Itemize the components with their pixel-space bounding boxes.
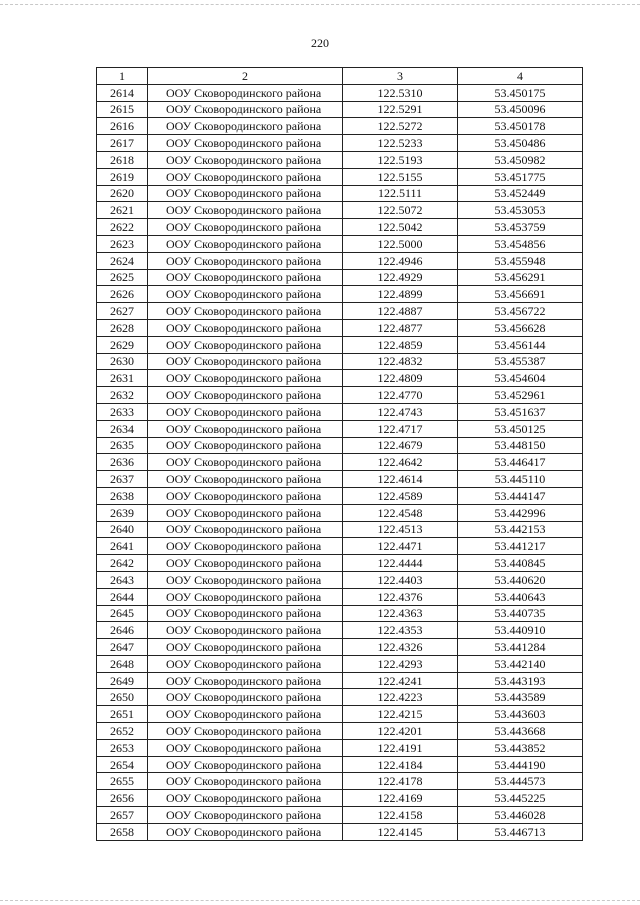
latitude-value: 53.441284 <box>458 639 583 656</box>
row-number: 2656 <box>97 790 148 807</box>
latitude-value: 53.450178 <box>458 118 583 135</box>
organization-name: ООУ Сковородинского района <box>148 252 343 269</box>
longitude-value: 122.4832 <box>343 353 458 370</box>
longitude-value: 122.4326 <box>343 639 458 656</box>
organization-name: ООУ Сковородинского района <box>148 756 343 773</box>
organization-name: ООУ Сковородинского района <box>148 319 343 336</box>
longitude-value: 122.5111 <box>343 185 458 202</box>
latitude-value: 53.454604 <box>458 370 583 387</box>
table-row <box>97 807 583 824</box>
latitude-value: 53.443193 <box>458 672 583 689</box>
organization-name: ООУ Сковородинского района <box>148 471 343 488</box>
table-row <box>97 370 583 387</box>
organization-name: ООУ Сковородинского района <box>148 219 343 236</box>
longitude-value: 122.4201 <box>343 723 458 740</box>
row-number: 2627 <box>97 303 148 320</box>
table-row <box>97 555 583 572</box>
latitude-value: 53.451775 <box>458 168 583 185</box>
longitude-value: 122.5072 <box>343 202 458 219</box>
organization-name: ООУ Сковородинского района <box>148 454 343 471</box>
latitude-value: 53.444147 <box>458 487 583 504</box>
row-number: 2626 <box>97 286 148 303</box>
row-number: 2617 <box>97 135 148 152</box>
table-row <box>97 286 583 303</box>
table-row <box>97 151 583 168</box>
longitude-value: 122.4743 <box>343 403 458 420</box>
longitude-value: 122.4548 <box>343 504 458 521</box>
organization-name: ООУ Сковородинского района <box>148 739 343 756</box>
longitude-value: 122.4887 <box>343 303 458 320</box>
latitude-value: 53.440735 <box>458 605 583 622</box>
latitude-value: 53.456628 <box>458 319 583 336</box>
latitude-value: 53.456144 <box>458 336 583 353</box>
latitude-value: 53.450125 <box>458 420 583 437</box>
header-col-2: 2 <box>148 68 343 85</box>
row-number: 2650 <box>97 689 148 706</box>
longitude-value: 122.4877 <box>343 319 458 336</box>
header-col-3: 3 <box>343 68 458 85</box>
longitude-value: 122.4191 <box>343 739 458 756</box>
longitude-value: 122.4614 <box>343 471 458 488</box>
longitude-value: 122.4770 <box>343 387 458 404</box>
table-row <box>97 437 583 454</box>
table-row <box>97 723 583 740</box>
longitude-value: 122.4946 <box>343 252 458 269</box>
table-row <box>97 101 583 118</box>
table-row <box>97 487 583 504</box>
latitude-value: 53.441217 <box>458 538 583 555</box>
organization-name: ООУ Сковородинского района <box>148 639 343 656</box>
organization-name: ООУ Сковородинского района <box>148 286 343 303</box>
table-row <box>97 689 583 706</box>
organization-name: ООУ Сковородинского района <box>148 269 343 286</box>
longitude-value: 122.5310 <box>343 84 458 101</box>
table-row <box>97 118 583 135</box>
table-row <box>97 336 583 353</box>
table-row <box>97 202 583 219</box>
row-number: 2654 <box>97 756 148 773</box>
table-row <box>97 403 583 420</box>
longitude-value: 122.4809 <box>343 370 458 387</box>
longitude-value: 122.4513 <box>343 521 458 538</box>
organization-name: ООУ Сковородинского района <box>148 437 343 454</box>
longitude-value: 122.4145 <box>343 823 458 840</box>
longitude-value: 122.4215 <box>343 706 458 723</box>
latitude-value: 53.450486 <box>458 135 583 152</box>
organization-name: ООУ Сковородинского района <box>148 151 343 168</box>
latitude-value: 53.453053 <box>458 202 583 219</box>
table-row <box>97 420 583 437</box>
table-row <box>97 387 583 404</box>
latitude-value: 53.456722 <box>458 303 583 320</box>
organization-name: ООУ Сковородинского района <box>148 84 343 101</box>
longitude-value: 122.4859 <box>343 336 458 353</box>
longitude-value: 122.4679 <box>343 437 458 454</box>
header-col-4: 4 <box>458 68 583 85</box>
organization-name: ООУ Сковородинского района <box>148 504 343 521</box>
table-row <box>97 235 583 252</box>
organization-name: ООУ Сковородинского района <box>148 168 343 185</box>
latitude-value: 53.440910 <box>458 622 583 639</box>
row-number: 2618 <box>97 151 148 168</box>
latitude-value: 53.453759 <box>458 219 583 236</box>
table-row <box>97 672 583 689</box>
row-number: 2653 <box>97 739 148 756</box>
row-number: 2648 <box>97 655 148 672</box>
organization-name: ООУ Сковородинского района <box>148 571 343 588</box>
longitude-value: 122.4353 <box>343 622 458 639</box>
table-row <box>97 739 583 756</box>
longitude-value: 122.4899 <box>343 286 458 303</box>
table-row <box>97 471 583 488</box>
header-col-1: 1 <box>97 68 148 85</box>
table-row <box>97 252 583 269</box>
organization-name: ООУ Сковородинского района <box>148 420 343 437</box>
organization-name: ООУ Сковородинского района <box>148 336 343 353</box>
organization-name: ООУ Сковородинского района <box>148 370 343 387</box>
table-row <box>97 756 583 773</box>
table-row <box>97 84 583 101</box>
table-row <box>97 823 583 840</box>
row-number: 2628 <box>97 319 148 336</box>
row-number: 2621 <box>97 202 148 219</box>
organization-name: ООУ Сковородинского района <box>148 118 343 135</box>
row-number: 2639 <box>97 504 148 521</box>
row-number: 2631 <box>97 370 148 387</box>
latitude-value: 53.440620 <box>458 571 583 588</box>
row-number: 2623 <box>97 235 148 252</box>
organization-name: ООУ Сковородинского района <box>148 135 343 152</box>
row-number: 2651 <box>97 706 148 723</box>
organization-name: ООУ Сковородинского района <box>148 303 343 320</box>
row-number: 2624 <box>97 252 148 269</box>
scan-top-edge <box>0 4 640 5</box>
row-number: 2652 <box>97 723 148 740</box>
row-number: 2620 <box>97 185 148 202</box>
row-number: 2642 <box>97 555 148 572</box>
row-number: 2638 <box>97 487 148 504</box>
latitude-value: 53.442140 <box>458 655 583 672</box>
latitude-value: 53.448150 <box>458 437 583 454</box>
table-row <box>97 454 583 471</box>
table-body <box>97 84 583 840</box>
latitude-value: 53.456291 <box>458 269 583 286</box>
organization-name: ООУ Сковородинского района <box>148 588 343 605</box>
row-number: 2633 <box>97 403 148 420</box>
row-number: 2647 <box>97 639 148 656</box>
latitude-value: 53.445225 <box>458 790 583 807</box>
row-number: 2649 <box>97 672 148 689</box>
organization-name: ООУ Сковородинского района <box>148 487 343 504</box>
longitude-value: 122.4169 <box>343 790 458 807</box>
table-row <box>97 622 583 639</box>
table-row <box>97 790 583 807</box>
longitude-value: 122.4376 <box>343 588 458 605</box>
latitude-value: 53.450982 <box>458 151 583 168</box>
scan-bottom-edge <box>0 900 640 901</box>
table-row <box>97 521 583 538</box>
table-row <box>97 303 583 320</box>
row-number: 2658 <box>97 823 148 840</box>
longitude-value: 122.4403 <box>343 571 458 588</box>
latitude-value: 53.450175 <box>458 84 583 101</box>
table-row <box>97 538 583 555</box>
latitude-value: 53.440643 <box>458 588 583 605</box>
longitude-value: 122.4642 <box>343 454 458 471</box>
organization-name: ООУ Сковородинского района <box>148 823 343 840</box>
coordinates-table <box>96 67 583 841</box>
latitude-value: 53.446417 <box>458 454 583 471</box>
organization-name: ООУ Сковородинского района <box>148 555 343 572</box>
table-row <box>97 269 583 286</box>
latitude-value: 53.455948 <box>458 252 583 269</box>
row-number: 2637 <box>97 471 148 488</box>
row-number: 2635 <box>97 437 148 454</box>
longitude-value: 122.4929 <box>343 269 458 286</box>
row-number: 2644 <box>97 588 148 605</box>
latitude-value: 53.442153 <box>458 521 583 538</box>
longitude-value: 122.4589 <box>343 487 458 504</box>
page-number: 220 <box>311 36 329 50</box>
latitude-value: 53.443589 <box>458 689 583 706</box>
latitude-value: 53.443603 <box>458 706 583 723</box>
header-row <box>97 68 583 85</box>
row-number: 2629 <box>97 336 148 353</box>
latitude-value: 53.446713 <box>458 823 583 840</box>
latitude-value: 53.442996 <box>458 504 583 521</box>
longitude-value: 122.4223 <box>343 689 458 706</box>
longitude-value: 122.5155 <box>343 168 458 185</box>
table-row <box>97 504 583 521</box>
latitude-value: 53.452961 <box>458 387 583 404</box>
row-number: 2616 <box>97 118 148 135</box>
row-number: 2645 <box>97 605 148 622</box>
latitude-value: 53.443668 <box>458 723 583 740</box>
organization-name: ООУ Сковородинского района <box>148 655 343 672</box>
organization-name: ООУ Сковородинского района <box>148 790 343 807</box>
organization-name: ООУ Сковородинского района <box>148 622 343 639</box>
latitude-value: 53.456691 <box>458 286 583 303</box>
table-row <box>97 219 583 236</box>
longitude-value: 122.4158 <box>343 807 458 824</box>
organization-name: ООУ Сковородинского района <box>148 521 343 538</box>
row-number: 2646 <box>97 622 148 639</box>
row-number: 2619 <box>97 168 148 185</box>
organization-name: ООУ Сковородинского района <box>148 773 343 790</box>
longitude-value: 122.5193 <box>343 151 458 168</box>
longitude-value: 122.5042 <box>343 219 458 236</box>
row-number: 2655 <box>97 773 148 790</box>
row-number: 2643 <box>97 571 148 588</box>
organization-name: ООУ Сковородинского района <box>148 672 343 689</box>
latitude-value: 53.455387 <box>458 353 583 370</box>
longitude-value: 122.5272 <box>343 118 458 135</box>
latitude-value: 53.454856 <box>458 235 583 252</box>
table-header <box>97 68 583 85</box>
organization-name: ООУ Сковородинского района <box>148 202 343 219</box>
latitude-value: 53.446028 <box>458 807 583 824</box>
latitude-value: 53.445110 <box>458 471 583 488</box>
organization-name: ООУ Сковородинского района <box>148 101 343 118</box>
latitude-value: 53.444573 <box>458 773 583 790</box>
row-number: 2634 <box>97 420 148 437</box>
longitude-value: 122.4717 <box>343 420 458 437</box>
longitude-value: 122.4444 <box>343 555 458 572</box>
longitude-value: 122.4293 <box>343 655 458 672</box>
latitude-value: 53.450096 <box>458 101 583 118</box>
row-number: 2615 <box>97 101 148 118</box>
row-number: 2625 <box>97 269 148 286</box>
row-number: 2636 <box>97 454 148 471</box>
latitude-value: 53.440845 <box>458 555 583 572</box>
organization-name: ООУ Сковородинского района <box>148 235 343 252</box>
longitude-value: 122.4184 <box>343 756 458 773</box>
table-row <box>97 353 583 370</box>
organization-name: ООУ Сковородинского района <box>148 605 343 622</box>
organization-name: ООУ Сковородинского района <box>148 807 343 824</box>
organization-name: ООУ Сковородинского района <box>148 387 343 404</box>
table-row <box>97 319 583 336</box>
longitude-value: 122.5000 <box>343 235 458 252</box>
longitude-value: 122.5233 <box>343 135 458 152</box>
longitude-value: 122.4471 <box>343 538 458 555</box>
table-row <box>97 655 583 672</box>
organization-name: ООУ Сковородинского района <box>148 353 343 370</box>
table-row <box>97 185 583 202</box>
row-number: 2641 <box>97 538 148 555</box>
organization-name: ООУ Сковородинского района <box>148 723 343 740</box>
latitude-value: 53.451637 <box>458 403 583 420</box>
latitude-value: 53.452449 <box>458 185 583 202</box>
longitude-value: 122.4241 <box>343 672 458 689</box>
table-row <box>97 168 583 185</box>
table-row <box>97 588 583 605</box>
table-row <box>97 706 583 723</box>
row-number: 2632 <box>97 387 148 404</box>
table-row <box>97 135 583 152</box>
organization-name: ООУ Сковородинского района <box>148 538 343 555</box>
organization-name: ООУ Сковородинского района <box>148 185 343 202</box>
table-row <box>97 571 583 588</box>
row-number: 2630 <box>97 353 148 370</box>
organization-name: ООУ Сковородинского района <box>148 706 343 723</box>
row-number: 2622 <box>97 219 148 236</box>
longitude-value: 122.5291 <box>343 101 458 118</box>
table-row <box>97 773 583 790</box>
latitude-value: 53.443852 <box>458 739 583 756</box>
row-number: 2657 <box>97 807 148 824</box>
row-number: 2640 <box>97 521 148 538</box>
row-number: 2614 <box>97 84 148 101</box>
latitude-value: 53.444190 <box>458 756 583 773</box>
longitude-value: 122.4178 <box>343 773 458 790</box>
organization-name: ООУ Сковородинского района <box>148 403 343 420</box>
longitude-value: 122.4363 <box>343 605 458 622</box>
organization-name: ООУ Сковородинского района <box>148 689 343 706</box>
table-row <box>97 605 583 622</box>
table-row <box>97 639 583 656</box>
